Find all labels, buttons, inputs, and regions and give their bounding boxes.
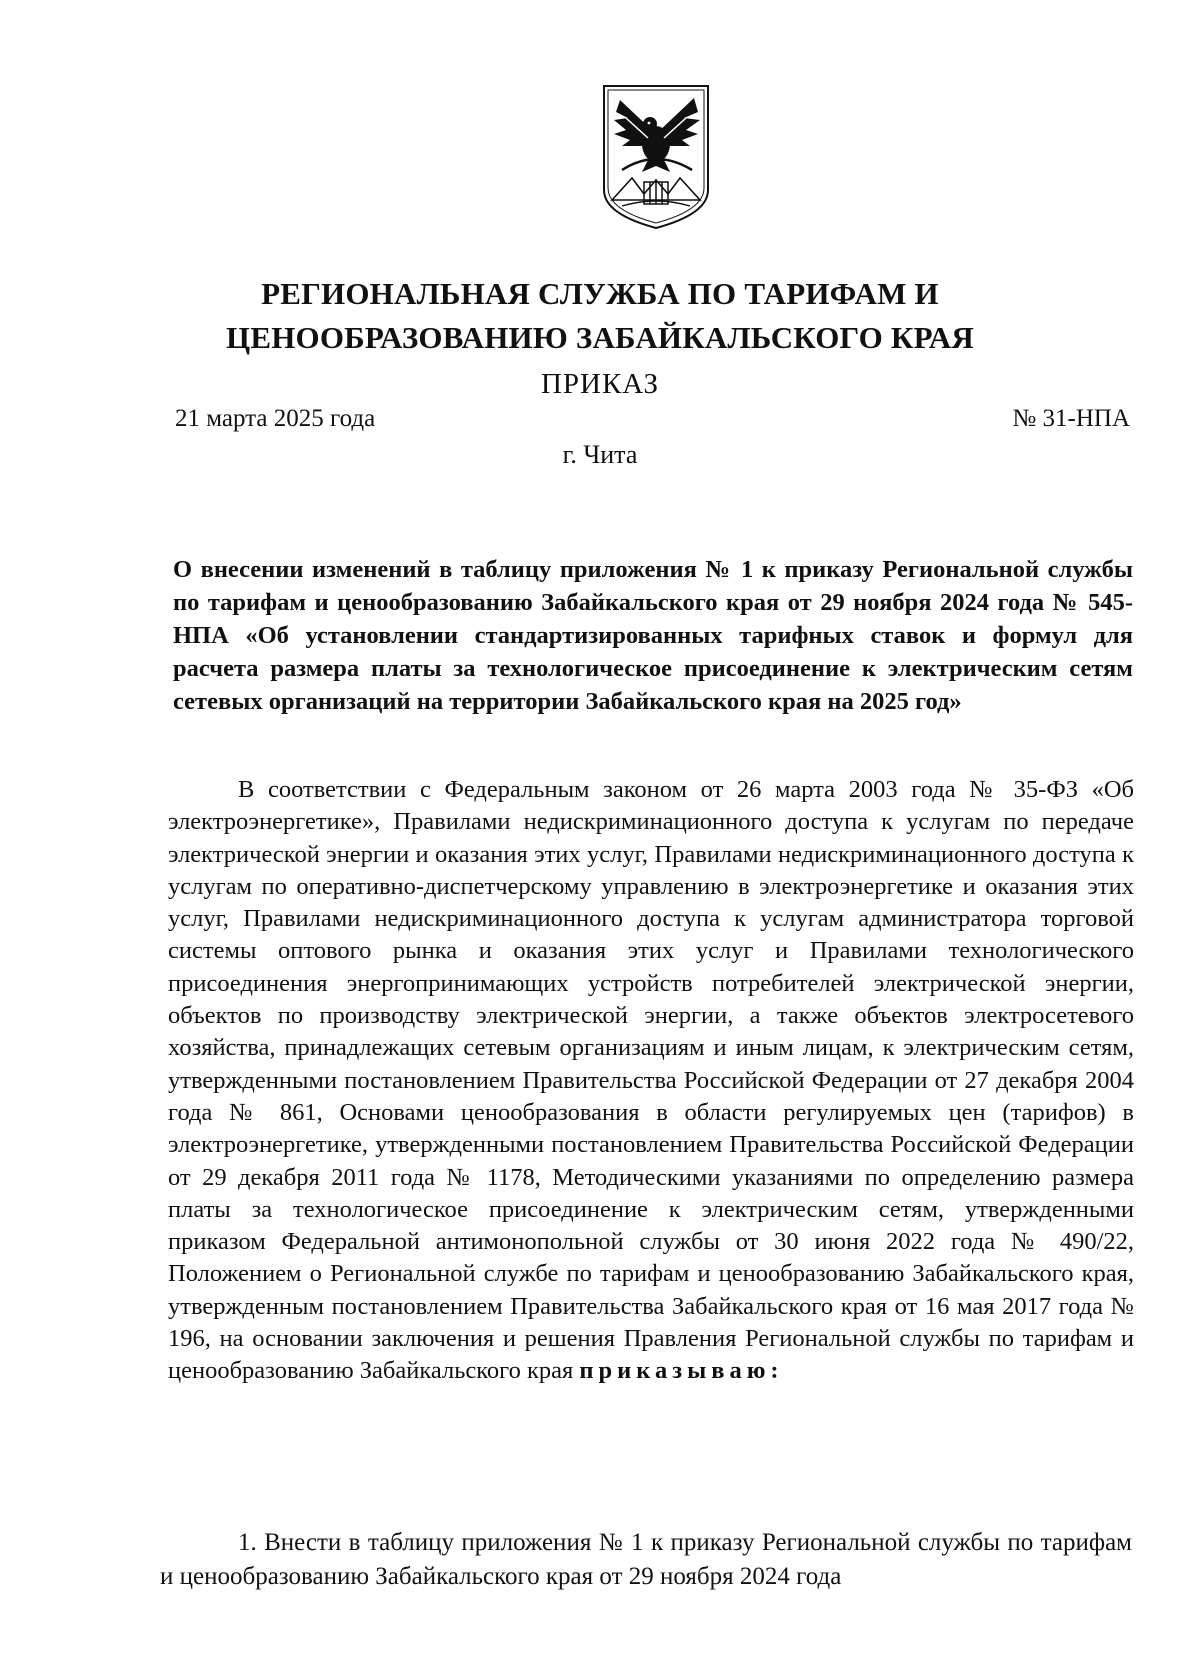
document-number: № 31-НПА: [1012, 405, 1130, 432]
order-item-1-text: 1. Внести в таблицу приложения № 1 к приказу Региональной службы по тарифам и ценообразованию Забайкальского края от 29 ноября 2024 года: [160, 1529, 1132, 1590]
preamble: [168, 774, 1134, 1388]
document-city: г. Чита: [562, 440, 638, 469]
organization-title-line-1: РЕГИОНАЛЬНАЯ СЛУЖБА ПО ТАРИФАМ И: [261, 276, 939, 311]
document-subject: О внесении изменений в таблицу приложения № 1 к приказу Региональной службы по тарифам и ценообразованию Забайкальского края от 29 ноября 2024 года № 545-НПА «Об установлении стандартизированных тарифных ставок и формул для расчета размера платы за технологическое присоединение к электрическим сетям сетевых организаций на территории Забайкальского края на 2025 год»: [173, 556, 1133, 715]
organization-title-line-2: ЦЕНООБРАЗОВАНИЮ ЗАБАЙКАЛЬСКОГО КРАЯ: [226, 320, 974, 355]
preamble-text: В соответствии с Федеральным законом от 26 марта 2003 года № 35-ФЗ «Об электроэнергетике», Правилами недискриминационного доступа к услугам по передаче электрической энергии и оказания этих услуг, Правилами недискриминационного доступа к услугам по оперативно-диспетчерскому управлению в электроэнергетике и оказания этих услуг, Правилами недискриминационного доступа к услугам администратора торговой системы оптового рынка и оказания этих услуг и Правилами технологического присоединения энергопринимающих устройств потребителей электрической энергии, объектов по производству электрической энергии, а также объектов электросетевого хозяйства, принадлежащих сетевым организациям и иным лицам, к электрическим сетям, утвержденными постановлением Правительства Российской Федерации от 27 декабря 2004 года № 861, Основами ценообразования в области регулируемых цен (тарифов) в электроэнергетике, утвержденными постановлением Правительства Российской Федерации от 29 декабря 2011 года № 1178, Методическими указаниями по определению размера платы за технологическое присоединение к электрическим сетям, утвержденными приказом Федеральной антимонопольной службы от 30 июня 2022 года № 490/22, Положением о Региональной службе по тарифам и ценообразованию Забайкальского края, утвержденным постановлением Правительства Забайкальского края от 16 мая 2017 года № 196, на основании заключения и решения Правления Региональной службы по тарифам и ценообразованию Забайкальского края: [168, 776, 1134, 1385]
order-item-1: [160, 1526, 1132, 1594]
order-word: приказываю:: [579, 1357, 784, 1385]
zabaikalsky-krai-coat-of-arms-icon: [600, 82, 712, 232]
preamble-paragraph: [168, 774, 1134, 1388]
document-type: ПРИКАЗ: [540, 368, 660, 400]
document-date: 21 марта 2025 года: [175, 405, 376, 432]
organization-title: [150, 272, 1050, 360]
